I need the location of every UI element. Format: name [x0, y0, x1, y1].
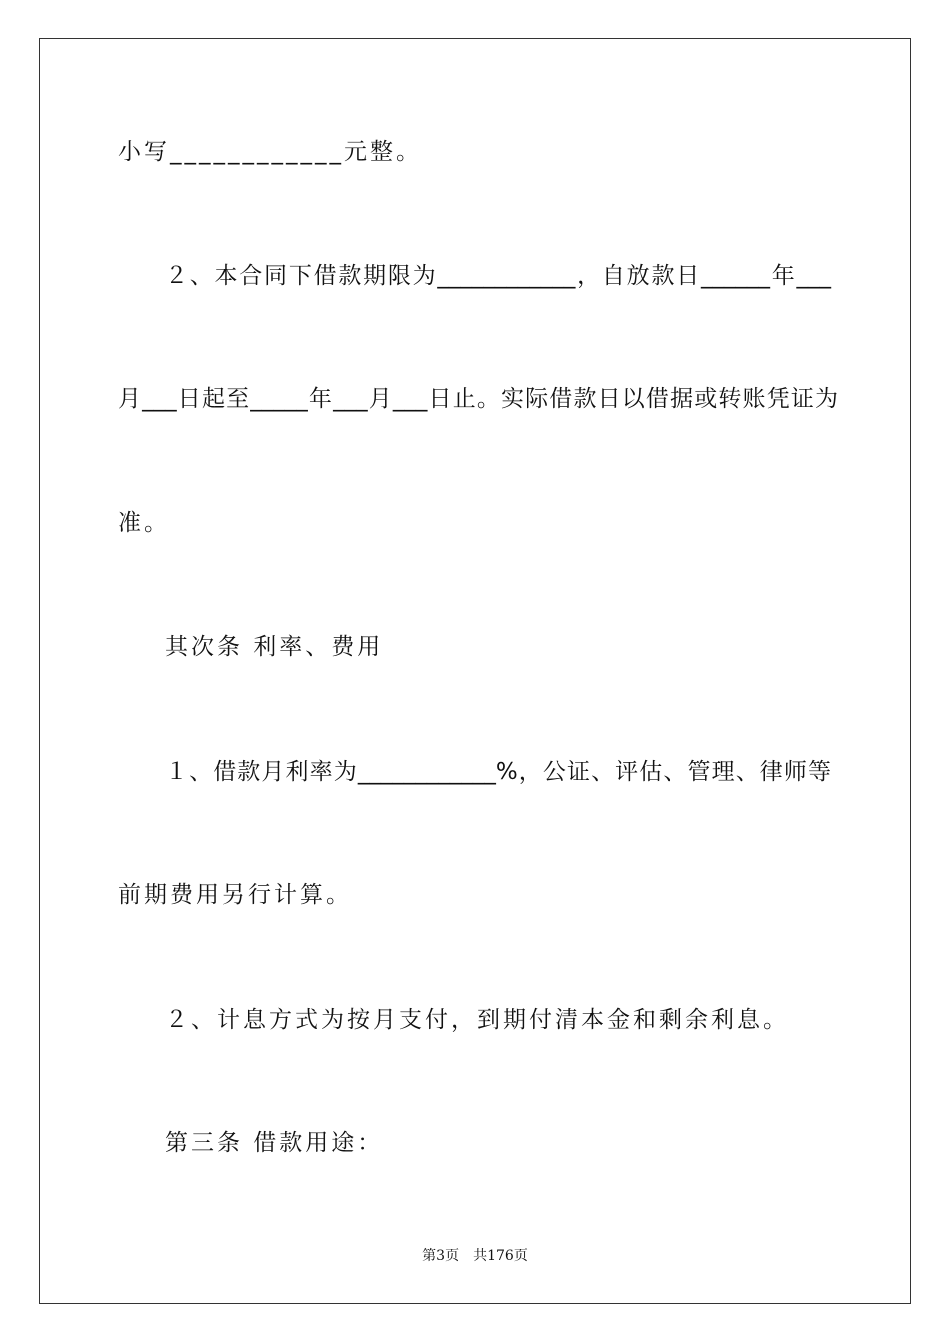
text-line-loan-term: ２、本合同下借款期限为____________，自放款日______年___ [165, 263, 831, 289]
text-line-loan-period-dates: 月___日起至_____年___月___日止。实际借款日以借据或转账凭证为 [118, 386, 838, 412]
text-line-monthly-interest-rate: １、借款月利率为____________%，公证、评估、管理、律师等 [165, 759, 831, 785]
page-border [39, 38, 911, 1304]
section-heading-loan-purpose: 第三条 借款用途： [165, 1130, 384, 1156]
text-line-amount-lowercase: 小写____________元整。 [118, 139, 422, 165]
text-line-preliminary-fees: 前期费用另行计算。 [118, 882, 352, 908]
page-total: 共176页 [473, 1248, 528, 1264]
page-footer [0, 1247, 950, 1265]
text-line-loan-period-end: 准。 [118, 510, 170, 536]
text-line-interest-method: ２、计息方式为按月支付，到期付清本金和剩余利息。 [165, 1007, 789, 1033]
section-heading-interest-fees: 其次条 利率、费用 [165, 634, 384, 660]
page-number: 第3页 [422, 1248, 460, 1264]
